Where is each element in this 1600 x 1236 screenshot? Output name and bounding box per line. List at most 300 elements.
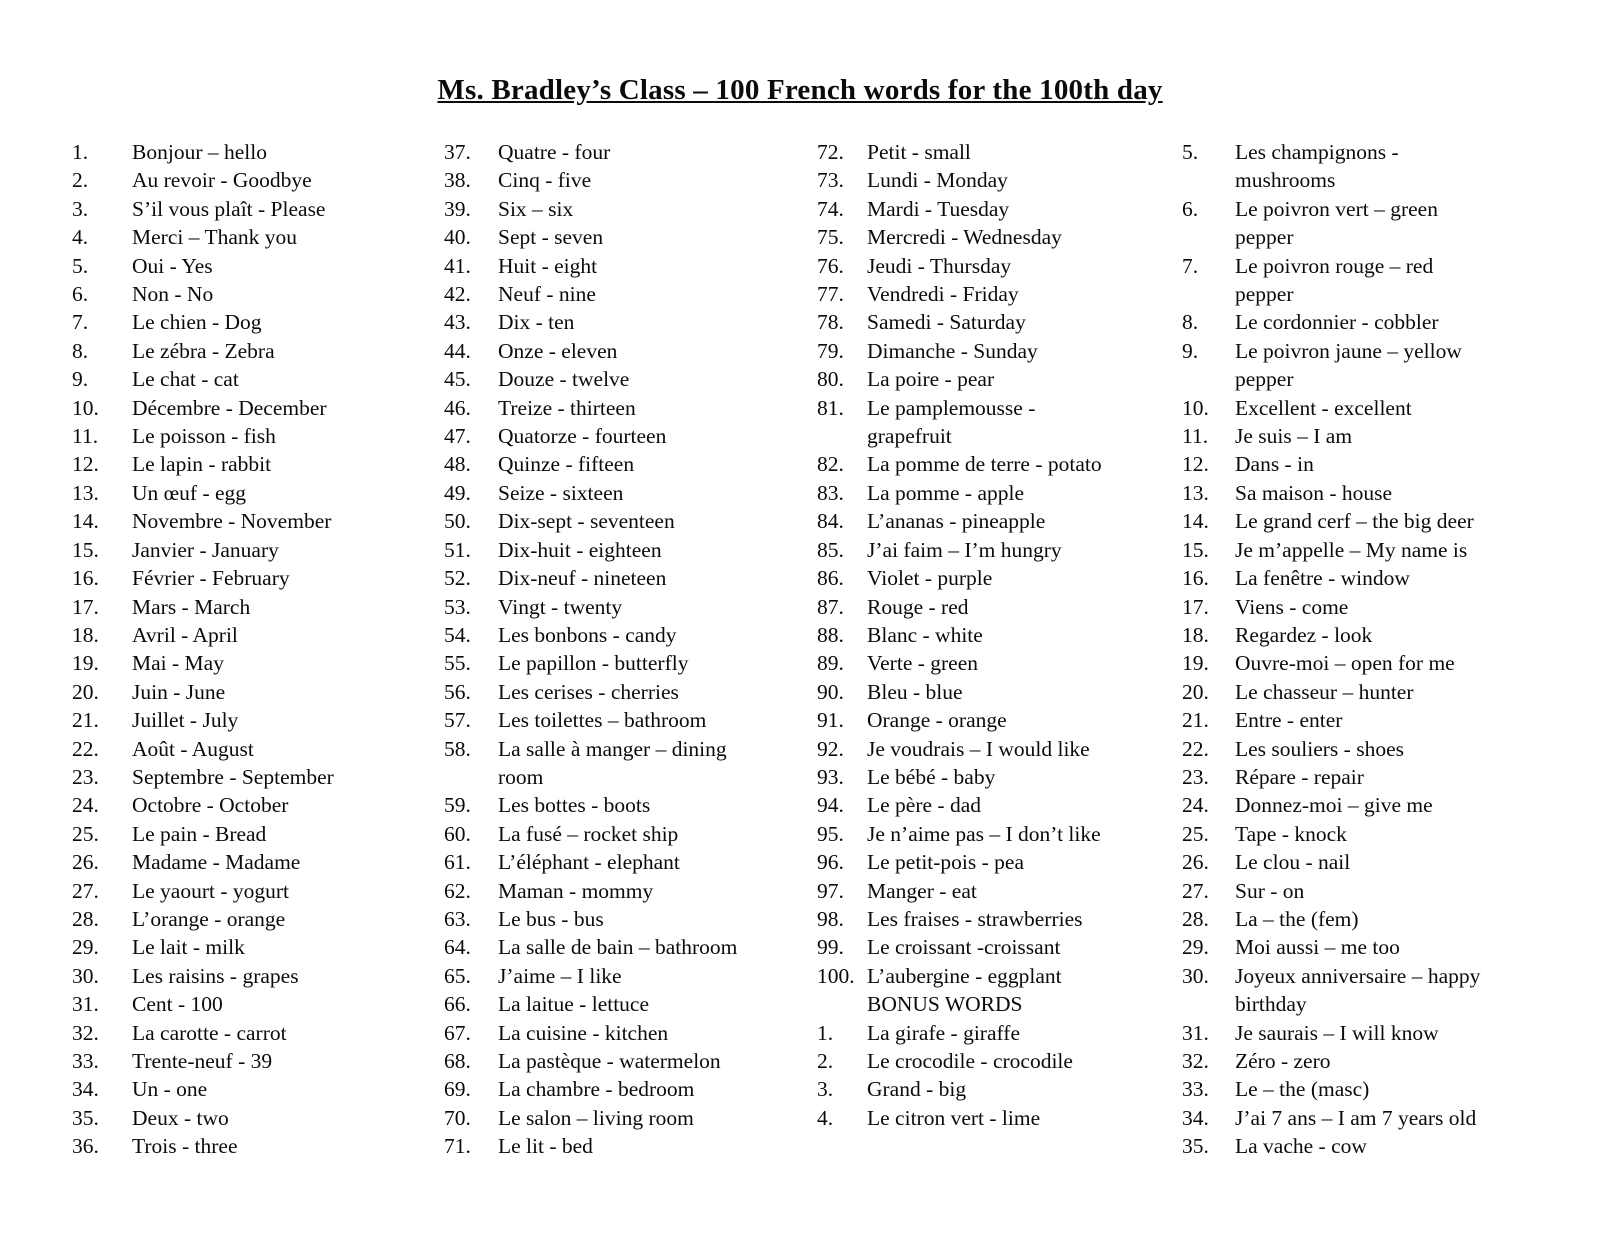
item-text: La pastèque - watermelon (498, 1049, 721, 1073)
item-number: 14. (1182, 509, 1209, 534)
item-text: Mai - May (132, 651, 224, 676)
list-item (444, 933, 817, 961)
item-number: 18. (72, 622, 99, 647)
item-text: Non - No (132, 282, 214, 307)
list-item (72, 394, 444, 422)
page-title: Ms. Bradley’s Class – 100 French words for the 100th day (437, 74, 1163, 106)
item-number (817, 990, 867, 1018)
item-text-line: Les champignons - (1235, 140, 1399, 164)
list-item (1182, 621, 1580, 649)
item-text: Lundi - Monday (867, 168, 1008, 193)
list-item (817, 905, 1182, 933)
item-text: Cent - 100 (132, 992, 223, 1017)
list-item (72, 593, 444, 621)
item-text: Donnez-moi – give me (1235, 793, 1433, 818)
item-text: Dix-huit - eighteen (498, 537, 662, 562)
item-text (1235, 138, 1580, 195)
list-item (72, 223, 444, 251)
item-text: Le cordonnier - cobbler (1235, 310, 1439, 335)
list-item (817, 820, 1182, 848)
item-text-line: Joyeux anniversaire – happy (1235, 963, 1481, 988)
item-text: Bleu - blue (867, 679, 963, 704)
item-text: Trente-neuf - 39 (132, 1049, 273, 1073)
item-number: 96. (817, 850, 844, 875)
item-number: 8. (72, 338, 89, 363)
item-number: 55. (444, 651, 471, 676)
item-number: 34. (1182, 1105, 1209, 1130)
list-item (817, 791, 1182, 819)
item-number: 16. (1182, 566, 1209, 591)
list-item (444, 564, 817, 592)
list-item (444, 706, 817, 734)
item-text: Je n’aime pas – I don’t like (867, 821, 1101, 846)
item-text: Je saurais – I will know (1235, 1020, 1439, 1045)
item-text: L’éléphant - elephant (498, 850, 680, 875)
list-item (444, 337, 817, 365)
list-item (72, 166, 444, 194)
list-item (72, 1104, 444, 1132)
item-number: 17. (1182, 594, 1209, 619)
item-text (1235, 195, 1580, 252)
item-text: Le croissant -croissant (867, 935, 1061, 960)
item-number: 3. (817, 1077, 834, 1102)
item-text: Le grand cerf – the big deer (1235, 509, 1474, 534)
item-text: Oui - Yes (132, 253, 213, 278)
list-item (444, 877, 817, 905)
item-text: Seize - sixteen (498, 480, 624, 505)
list-item (817, 649, 1182, 677)
item-number: 80. (817, 367, 844, 392)
item-text (1235, 962, 1580, 1019)
item-text: Un œuf - egg (132, 480, 247, 505)
item-text: Blanc - white (867, 622, 983, 647)
item-text: Mardi - Tuesday (867, 196, 1010, 221)
list-item (444, 223, 817, 251)
list-item (444, 280, 817, 308)
item-text: Bonjour – hello (132, 140, 267, 164)
item-text: Dix-neuf - nineteen (498, 566, 667, 591)
list-item (1182, 1075, 1580, 1103)
item-text: Deux - two (132, 1105, 229, 1130)
list-item (444, 735, 817, 792)
item-number: 2. (72, 168, 89, 193)
item-text: Manger - eat (867, 878, 977, 903)
item-number: 54. (444, 622, 471, 647)
item-number: 40. (444, 225, 471, 250)
list-item (72, 678, 444, 706)
item-number: 19. (72, 651, 99, 676)
item-text: Neuf - nine (498, 282, 596, 307)
list-item (72, 1075, 444, 1103)
list-item (1182, 649, 1580, 677)
item-text: Six – six (498, 196, 574, 221)
list-item (444, 649, 817, 677)
item-text: La girafe - giraffe (867, 1020, 1020, 1045)
item-number: 35. (1182, 1134, 1209, 1159)
list-item (1182, 1019, 1580, 1047)
list-item (1182, 564, 1580, 592)
item-number: 61. (444, 850, 471, 875)
item-text: Le clou - nail (1235, 850, 1351, 875)
list-item (444, 593, 817, 621)
item-text: La – the (fem) (1235, 906, 1359, 931)
item-number: 4. (72, 225, 89, 250)
item-text: Vendredi - Friday (867, 282, 1019, 307)
list-item (72, 763, 444, 791)
item-number: 13. (1182, 480, 1209, 505)
item-text: Le crocodile - crocodile (867, 1049, 1073, 1073)
list-item (817, 536, 1182, 564)
list-item (817, 450, 1182, 478)
item-number: 23. (1182, 764, 1209, 789)
item-text: Sept - seven (498, 225, 604, 250)
list-item (444, 479, 817, 507)
item-text: Grand - big (867, 1077, 967, 1102)
item-number: 39. (444, 196, 471, 221)
item-number: 97. (817, 878, 844, 903)
list-item (444, 678, 817, 706)
item-text: Septembre - September (132, 764, 334, 789)
item-text: La vache - cow (1235, 1134, 1367, 1159)
item-number: 93. (817, 764, 844, 789)
list-item (817, 195, 1182, 223)
item-number: 37. (444, 140, 471, 164)
list-item (1182, 394, 1580, 422)
item-text-line: pepper (1235, 282, 1294, 307)
list-item (1182, 706, 1580, 734)
item-text (498, 735, 817, 792)
list-item (72, 564, 444, 592)
item-text: Le lit - bed (498, 1134, 593, 1159)
item-text: BONUS WORDS (867, 992, 1023, 1017)
item-text: Jeudi - Thursday (867, 253, 1012, 278)
item-text: Le lapin - rabbit (132, 452, 272, 477)
list-item (1182, 763, 1580, 791)
list-item (1182, 735, 1580, 763)
item-number: 13. (72, 480, 99, 505)
item-text: Madame - Madame (132, 850, 301, 875)
list-item (817, 479, 1182, 507)
item-number: 43. (444, 310, 471, 335)
list-item (444, 507, 817, 535)
item-number: 1. (72, 140, 89, 164)
item-text: Octobre - October (132, 793, 289, 818)
item-text: La salle de bain – bathroom (498, 935, 738, 960)
item-number: 28. (1182, 906, 1209, 931)
item-text: Au revoir - Goodbye (132, 168, 312, 193)
item-text: L’aubergine - eggplant (867, 963, 1062, 988)
list-item (444, 905, 817, 933)
item-number: 74. (817, 196, 844, 221)
item-number: 49. (444, 480, 471, 505)
item-number: 20. (72, 679, 99, 704)
item-text: Violet - purple (867, 566, 993, 591)
item-text: Quatre - four (498, 140, 611, 164)
item-text: L’orange - orange (132, 906, 286, 931)
list-item (444, 990, 817, 1018)
item-number: 98. (817, 906, 844, 931)
list-item (817, 706, 1182, 734)
item-text: Le lait - milk (132, 935, 245, 960)
list-item (1182, 1047, 1580, 1075)
item-text: La carotte - carrot (132, 1020, 287, 1045)
list-item (72, 195, 444, 223)
item-text: Sa maison - house (1235, 480, 1393, 505)
list-item (72, 422, 444, 450)
item-number: 57. (444, 708, 471, 733)
item-text: Le père - dad (867, 793, 981, 818)
list-item (817, 252, 1182, 280)
item-number: 89. (817, 651, 844, 676)
list-item (817, 1075, 1182, 1103)
item-text: La chambre - bedroom (498, 1077, 695, 1102)
item-number: 11. (72, 424, 99, 449)
item-number: 1. (817, 1020, 834, 1045)
item-number: 9. (72, 367, 89, 392)
item-number: 28. (72, 906, 99, 931)
item-number: 87. (817, 594, 844, 619)
list-item (444, 365, 817, 393)
list-item (1182, 450, 1580, 478)
list-item (1182, 337, 1580, 394)
list-item (444, 195, 817, 223)
list-item (1182, 1104, 1580, 1132)
section-heading (817, 990, 1182, 1018)
item-number: 22. (1182, 736, 1209, 761)
list-item (817, 166, 1182, 194)
list-item (817, 223, 1182, 251)
list-item (72, 621, 444, 649)
list-item (72, 365, 444, 393)
item-number: 81. (817, 395, 844, 420)
item-text: Excellent - excellent (1235, 395, 1412, 420)
item-text: Avril - April (132, 622, 238, 647)
item-text: Mercredi - Wednesday (867, 225, 1062, 250)
list-item (1182, 138, 1580, 195)
item-number: 83. (817, 480, 844, 505)
item-number: 76. (817, 253, 844, 278)
list-item (444, 848, 817, 876)
item-text: Le papillon - butterfly (498, 651, 689, 676)
item-text: Les souliers - shoes (1235, 736, 1404, 761)
item-text-line: La salle à manger – dining (498, 736, 727, 761)
item-number: 85. (817, 537, 844, 562)
list-item (817, 507, 1182, 535)
item-number: 27. (1182, 878, 1209, 903)
list-item (72, 933, 444, 961)
item-text: Je suis – I am (1235, 424, 1353, 449)
item-number: 67. (444, 1020, 471, 1045)
item-text: Samedi - Saturday (867, 310, 1026, 335)
item-text-line: mushrooms (1235, 168, 1336, 193)
list-item (817, 337, 1182, 365)
item-text-line: room (498, 764, 544, 789)
item-number: 18. (1182, 622, 1209, 647)
list-item (1182, 933, 1580, 961)
list-item (817, 365, 1182, 393)
item-text: Je m’appelle – My name is (1235, 537, 1468, 562)
list-item (444, 166, 817, 194)
item-number: 58. (444, 736, 471, 761)
list-item (72, 706, 444, 734)
item-text: La pomme - apple (867, 480, 1025, 505)
list-item (72, 536, 444, 564)
item-number: 24. (72, 793, 99, 818)
item-number: 34. (72, 1077, 99, 1102)
list-item (1182, 820, 1580, 848)
item-number: 22. (72, 736, 99, 761)
item-text: Le chien - Dog (132, 310, 262, 335)
item-number: 84. (817, 509, 844, 534)
item-number: 9. (1182, 338, 1199, 363)
item-number: 41. (444, 253, 471, 278)
item-text: Dimanche - Sunday (867, 338, 1038, 363)
item-text: Le – the (masc) (1235, 1077, 1370, 1102)
item-number: 63. (444, 906, 471, 931)
item-number: 78. (817, 310, 844, 335)
item-number: 42. (444, 282, 471, 307)
item-text: Le bus - bus (498, 906, 604, 931)
item-text-line: pepper (1235, 225, 1294, 250)
item-text: Dix-sept - seventeen (498, 509, 675, 534)
list-item (1182, 252, 1580, 309)
item-text: Je voudrais – I would like (867, 736, 1090, 761)
list-item (444, 1132, 817, 1160)
item-number: 15. (1182, 537, 1209, 562)
list-item (444, 422, 817, 450)
list-item (1182, 593, 1580, 621)
item-text: Rouge - red (867, 594, 969, 619)
item-number: 25. (72, 821, 99, 846)
item-number: 50. (444, 509, 471, 534)
item-text: Les cerises - cherries (498, 679, 679, 704)
item-number: 65. (444, 963, 471, 988)
list-item (72, 308, 444, 336)
list-item (72, 735, 444, 763)
list-item (444, 138, 817, 166)
item-text: Viens - come (1235, 594, 1349, 619)
item-number: 68. (444, 1049, 471, 1073)
item-number: 71. (444, 1134, 471, 1159)
item-text: Vingt - twenty (498, 594, 623, 619)
list-item (1182, 962, 1580, 1019)
item-number: 29. (72, 935, 99, 960)
item-text: Les raisins - grapes (132, 963, 299, 988)
item-number: 25. (1182, 821, 1209, 846)
list-item (72, 1047, 444, 1075)
item-text: Ouvre-moi – open for me (1235, 651, 1455, 676)
item-text: Le yaourt - yogurt (132, 878, 290, 903)
list-item (444, 621, 817, 649)
item-number: 21. (72, 708, 99, 733)
list-item (817, 763, 1182, 791)
item-text: La fusé – rocket ship (498, 821, 679, 846)
item-number: 79. (817, 338, 844, 363)
list-item (72, 877, 444, 905)
item-text: Un - one (132, 1077, 208, 1102)
list-item (817, 678, 1182, 706)
item-number: 5. (72, 253, 89, 278)
item-text-line: Le poivron jaune – yellow (1235, 338, 1462, 363)
item-number: 6. (1182, 196, 1199, 221)
item-number: 36. (72, 1134, 99, 1159)
item-number: 26. (72, 850, 99, 875)
item-number: 59. (444, 793, 471, 818)
item-text: Orange - orange (867, 708, 1007, 733)
item-number: 47. (444, 424, 471, 449)
item-number: 95. (817, 821, 844, 846)
item-text: Petit - small (867, 140, 971, 164)
item-number: 27. (72, 878, 99, 903)
word-column-2 (444, 138, 817, 1161)
item-number: 12. (1182, 452, 1209, 477)
item-number: 90. (817, 679, 844, 704)
item-text: Maman - mommy (498, 878, 654, 903)
list-item (1182, 479, 1580, 507)
list-item (1182, 791, 1580, 819)
item-number: 17. (72, 594, 99, 619)
list-item (1182, 877, 1580, 905)
list-item (817, 308, 1182, 336)
item-number: 35. (72, 1105, 99, 1130)
item-text: Février - February (132, 566, 290, 591)
list-item (817, 564, 1182, 592)
list-item (72, 280, 444, 308)
item-number: 7. (72, 310, 89, 335)
item-text: Dans - in (1235, 452, 1314, 477)
item-text: Le poisson - fish (132, 424, 276, 449)
list-item (444, 252, 817, 280)
list-item (72, 450, 444, 478)
list-item (72, 479, 444, 507)
item-text: Le zébra - Zebra (132, 338, 275, 363)
item-text: Tape - knock (1235, 821, 1347, 846)
list-item (817, 1047, 1182, 1075)
list-item (444, 962, 817, 990)
list-item (1182, 848, 1580, 876)
item-text: Le bébé - baby (867, 764, 996, 789)
item-text: La fenêtre - window (1235, 566, 1410, 591)
list-item (72, 337, 444, 365)
item-number: 62. (444, 878, 471, 903)
item-number: 70. (444, 1105, 471, 1130)
item-text: Regardez - look (1235, 622, 1373, 647)
item-text (1235, 252, 1580, 309)
word-list (72, 138, 1600, 1161)
word-column-4 (1182, 138, 1580, 1161)
item-number: 33. (1182, 1077, 1209, 1102)
item-number: 32. (72, 1020, 99, 1045)
item-number: 10. (72, 395, 99, 420)
list-item (444, 791, 817, 819)
list-item (817, 962, 1182, 990)
item-number: 100. (817, 963, 855, 988)
item-text: Répare - repair (1235, 764, 1364, 789)
item-number: 14. (72, 509, 99, 534)
item-number: 86. (817, 566, 844, 591)
list-item (72, 507, 444, 535)
item-number: 26. (1182, 850, 1209, 875)
item-text: J’ai 7 ans – I am 7 years old (1235, 1105, 1477, 1130)
list-item (1182, 1132, 1580, 1160)
list-item (817, 621, 1182, 649)
item-number: 24. (1182, 793, 1209, 818)
list-item (1182, 195, 1580, 252)
item-number: 33. (72, 1049, 99, 1073)
item-text: Le citron vert - lime (867, 1105, 1041, 1130)
item-text: Onze - eleven (498, 338, 618, 363)
list-item (1182, 422, 1580, 450)
